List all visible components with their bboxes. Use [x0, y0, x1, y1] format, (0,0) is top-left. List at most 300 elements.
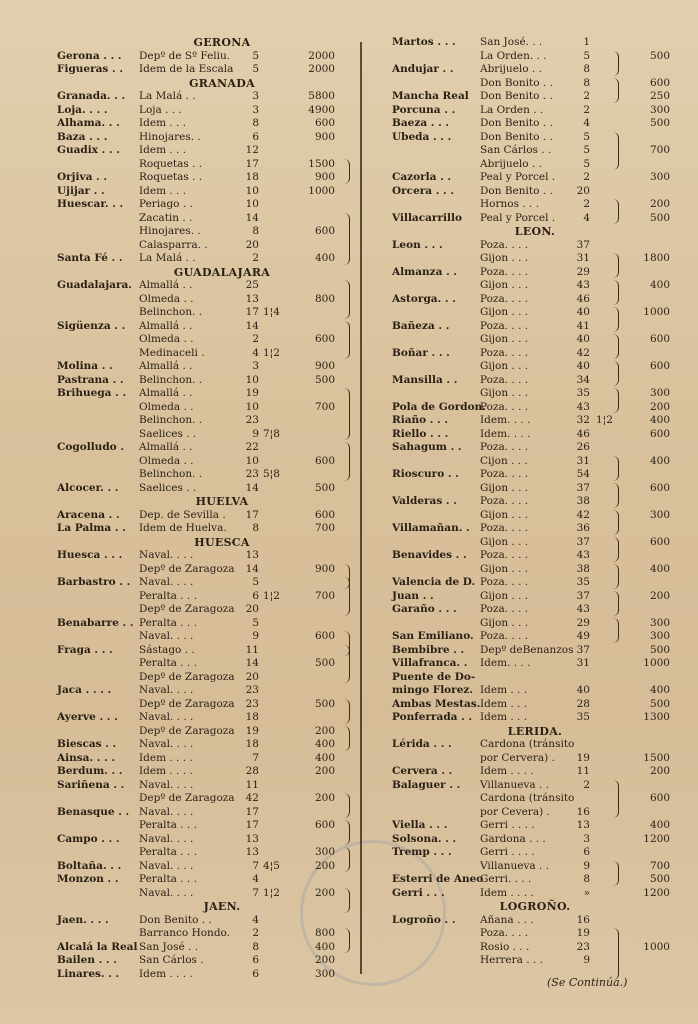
depot-name: Idem . . . . — [139, 751, 193, 764]
depot-name: Peralta . . . — [139, 819, 197, 831]
depot-name: Idem . . . — [480, 697, 528, 710]
depot-name: Gardona . . . — [480, 832, 546, 845]
table-row — [57, 455, 387, 469]
distance-value: 17 — [245, 805, 259, 818]
table-row — [392, 306, 678, 320]
depot-name: Don Benito . . — [480, 130, 553, 143]
distance-value: 6 — [252, 589, 259, 602]
depot-name: Saelices . . — [139, 481, 197, 494]
table-row — [392, 239, 678, 253]
depot-name: Gijon . . . — [480, 279, 529, 291]
table-row — [57, 441, 387, 455]
amount-value: 300 — [649, 103, 670, 116]
table-row — [57, 306, 387, 320]
table-row — [392, 360, 678, 374]
distance-value: 37 — [576, 589, 590, 602]
table-row — [392, 644, 678, 658]
distance-value: 13 — [576, 819, 590, 831]
distance-value: 11 — [576, 765, 590, 777]
depot-name: Depº de Zaragoza — [139, 724, 235, 737]
depot-name: Roquetas . . — [139, 157, 203, 170]
distance-value: 22 — [245, 441, 259, 453]
table-row — [392, 522, 678, 536]
town-name: Biescas . . — [57, 738, 117, 750]
distance-value: 2 — [583, 171, 590, 183]
town-name: Bañeza . . — [392, 319, 450, 332]
town-name: mingo Florez. — [392, 684, 474, 696]
table-row — [392, 887, 678, 901]
distance-value: » — [583, 886, 590, 899]
table-row — [392, 198, 678, 212]
table-row — [392, 509, 678, 523]
amount-value: 400 — [649, 684, 670, 696]
amount-value: 800 — [314, 927, 335, 939]
distance-fraction: 1¦2 — [263, 886, 280, 899]
table-row — [57, 185, 387, 199]
distance-value: 29 — [576, 265, 590, 278]
amount-value: 1300 — [643, 711, 670, 723]
distance-value: 2 — [252, 927, 259, 939]
amount-value: 600 — [314, 225, 335, 237]
distance-value: 19 — [576, 927, 590, 939]
distance-value: 17 — [245, 157, 259, 170]
depot-name: San Cárlos . — [139, 954, 204, 966]
town-name: Almanza . . — [392, 265, 458, 278]
table-row — [57, 90, 387, 104]
distance-value: 43 — [576, 549, 590, 561]
town-name: Guadix . . . — [57, 144, 120, 156]
distance-value: 23 — [245, 414, 259, 426]
table-row — [57, 212, 387, 226]
distance-value: 8 — [252, 522, 259, 534]
depot-name: Poza. . . . — [480, 238, 529, 251]
depot-name: Periago . . — [139, 198, 193, 210]
table-row — [392, 819, 678, 833]
table-row — [392, 617, 678, 631]
distance-value: 23 — [245, 684, 259, 696]
distance-value: 5 — [252, 63, 259, 75]
amount-value: 300 — [314, 846, 335, 858]
depot-name: Idem . . . . — [139, 765, 193, 777]
depot-name: Peralta . . . — [139, 873, 197, 885]
table-row — [57, 617, 387, 631]
amount-value: 500 — [314, 373, 335, 386]
amount-value: 500 — [649, 697, 670, 710]
table-row — [57, 684, 387, 698]
depot-name: Peralta . . . — [139, 846, 197, 858]
distance-value: 11 — [245, 643, 259, 656]
depot-name: Gijon . . . — [480, 333, 529, 345]
table-row — [57, 914, 387, 928]
amount-value: 600 — [314, 630, 335, 642]
depot-name: Idem de la Escala — [139, 63, 234, 75]
table-row — [392, 536, 678, 550]
amount-value: 900 — [314, 171, 335, 183]
town-name: Huesca . . . — [57, 549, 123, 561]
table-row — [392, 428, 678, 442]
table-row — [57, 239, 387, 253]
depot-name: Sástago . . — [139, 643, 195, 656]
table-row — [57, 806, 387, 820]
amount-value: 1000 — [308, 184, 335, 197]
table-row — [392, 266, 678, 280]
amount-value: 800 — [314, 292, 335, 305]
depot-name: Naval. . . . — [139, 738, 194, 750]
table-row — [57, 414, 387, 428]
town-name: Tremp . . . — [392, 846, 452, 858]
distance-value: 14 — [245, 319, 259, 332]
table-row — [392, 657, 678, 671]
distance-value: 14 — [245, 562, 259, 575]
amount-value: 500 — [649, 117, 670, 129]
table-row — [57, 630, 387, 644]
distance-value: 19 — [245, 724, 259, 737]
depot-name: Belinchon. . — [139, 373, 203, 386]
depot-name: Idem . . . — [139, 144, 187, 156]
table-row — [392, 495, 678, 509]
depot-name: Naval. . . . — [139, 886, 194, 899]
depot-name: Roquetas . . — [139, 171, 203, 183]
distance-value: 40 — [576, 684, 590, 696]
distance-value: 9 — [583, 859, 590, 872]
table-row — [392, 833, 678, 847]
depot-name: Abrijuelo . . — [480, 157, 542, 170]
amount-value: 600 — [314, 819, 335, 831]
depot-name: Idem. . . . — [480, 427, 531, 440]
distance-value: 20 — [576, 184, 590, 197]
town-name: Villacarrillo — [392, 211, 462, 224]
distance-value: 14 — [245, 211, 259, 224]
right-column — [392, 36, 678, 968]
depot-name: Don Bonito . . — [480, 76, 553, 89]
depot-name: Dep. de Sevilla . — [139, 508, 226, 521]
table-row — [392, 63, 678, 77]
distance-fraction: 1¦2 — [263, 589, 280, 602]
town-name: Sariñena . . — [57, 778, 125, 791]
province-heading: LERIDA. — [507, 724, 563, 738]
distance-value: 43 — [576, 279, 590, 291]
distance-value: 17 — [245, 508, 259, 521]
distance-value: 23 — [576, 940, 590, 953]
table-row — [392, 104, 678, 118]
distance-value: 37 — [576, 643, 590, 656]
amount-value: 500 — [649, 873, 670, 885]
depot-name: Depº de Zaragoza — [139, 697, 235, 710]
town-name: Guadalajara. — [57, 279, 132, 291]
table-row — [57, 333, 387, 347]
province-heading: GUADALAJARA — [173, 265, 271, 279]
distance-value: 17 — [245, 306, 259, 318]
table-row — [392, 333, 678, 347]
distance-value: 4 — [252, 346, 259, 359]
depot-name: Villanueva . . — [480, 778, 550, 791]
table-row — [57, 428, 387, 442]
amount-value: 400 — [314, 738, 335, 750]
table-row — [57, 833, 387, 847]
distance-value: 8 — [583, 76, 590, 89]
distance-value: 40 — [576, 360, 590, 372]
distance-value: 19 — [245, 387, 259, 399]
distance-value: 12 — [245, 144, 259, 156]
distance-value: 2 — [583, 198, 590, 210]
depot-name: Gijon . . . — [480, 306, 529, 318]
amount-value: 400 — [649, 562, 670, 575]
depot-name: Idem . . . — [139, 184, 187, 197]
depot-name: Olmeda . . — [139, 333, 194, 345]
depot-name: Poza. . . . — [480, 468, 529, 480]
distance-value: 3 — [252, 90, 259, 102]
table-row — [392, 603, 678, 617]
table-row — [392, 36, 678, 50]
depot-name: Medinaceli . — [139, 346, 205, 359]
town-name: Bailen . . . — [57, 954, 117, 966]
depot-name: Herrera . . . — [480, 954, 543, 966]
town-name: San Emiliano. — [392, 630, 474, 642]
row-group-brace — [343, 888, 350, 913]
table-row — [57, 846, 387, 860]
town-name: Solsona. . . — [392, 832, 457, 845]
province-heading: GERONA — [193, 36, 251, 49]
depot-name: Poza. . . . — [480, 319, 529, 332]
town-name: Cervera . . — [392, 765, 453, 777]
depot-name: Poza. . . . — [480, 441, 529, 453]
distance-value: 3 — [583, 832, 590, 845]
depot-name: Peralta . . . — [139, 616, 197, 629]
depot-name: Rosio . . . — [480, 940, 530, 953]
depot-name: Gijon . . . — [480, 589, 529, 602]
depot-name: Belinchon. . — [139, 306, 203, 318]
table-row — [57, 387, 387, 401]
amount-value: 500 — [314, 697, 335, 710]
table-row — [392, 131, 678, 145]
distance-value: 40 — [576, 333, 590, 345]
amount-value: 200 — [649, 198, 670, 210]
depot-name: Gijon . . . — [480, 508, 529, 521]
table-row — [57, 941, 387, 955]
distance-value: 14 — [245, 657, 259, 669]
depot-name: Gerri. . . . — [480, 873, 532, 885]
amount-value: 500 — [649, 643, 670, 656]
town-name: Valderas . . — [392, 495, 457, 507]
town-name: Sigüenza . . — [57, 319, 126, 332]
table-row — [57, 873, 387, 887]
town-name: Molina . . — [57, 360, 113, 372]
town-name: Barbastro . . — [57, 576, 131, 588]
town-name: Aracena . . — [57, 508, 120, 521]
table-row — [392, 765, 678, 779]
town-name: Alhama. . . — [57, 117, 120, 129]
amount-value: 400 — [649, 819, 670, 831]
depot-name: La Malá . . — [139, 252, 196, 264]
amount-value: 300 — [649, 387, 670, 399]
distance-value: 46 — [576, 427, 590, 440]
amount-value: 200 — [314, 765, 335, 777]
distance-value: 10 — [245, 198, 259, 210]
left-column — [57, 36, 387, 981]
distance-value: 6 — [252, 954, 259, 966]
distance-fraction: 1¦4 — [263, 306, 280, 318]
town-name: Mansilla . . — [392, 373, 458, 386]
depot-name: Hinojares. . — [139, 225, 201, 237]
amount-value: 500 — [649, 49, 670, 62]
depot-name: Gijon . . . — [480, 562, 529, 575]
table-row — [392, 441, 678, 455]
depot-name: San José . . — [139, 940, 199, 953]
depot-name: Poza. . . . — [480, 495, 529, 507]
amount-value: 400 — [649, 414, 670, 426]
distance-value: 41 — [576, 319, 590, 332]
distance-value: 6 — [583, 846, 590, 858]
depot-name: Almallá . . — [139, 319, 193, 332]
table-row — [392, 468, 678, 482]
depot-name: por Cervera) . — [480, 751, 555, 764]
table-row — [57, 279, 387, 293]
town-name: Baeza . . . — [392, 117, 450, 129]
amount-value: 1800 — [643, 252, 670, 264]
distance-value: 25 — [245, 279, 259, 291]
depot-name: Naval. . . . — [139, 805, 194, 818]
table-row — [392, 684, 678, 698]
depot-name: Almallá . . — [139, 441, 193, 453]
amount-value: 2000 — [308, 49, 335, 62]
table-row — [392, 941, 678, 955]
town-name: Esterri de Aneo — [392, 873, 484, 885]
amount-value: 200 — [314, 954, 335, 966]
depot-name: Depº de Zaragoza — [139, 603, 235, 615]
depot-name: Almallá . . — [139, 360, 193, 372]
table-row — [392, 347, 678, 361]
amount-value: 1000 — [643, 940, 670, 953]
table-row — [392, 954, 678, 968]
distance-value: 35 — [576, 711, 590, 723]
table-row — [392, 738, 678, 752]
distance-value: 35 — [576, 387, 590, 399]
table-row — [57, 522, 387, 536]
amount-value: 400 — [314, 940, 335, 953]
distance-value: 40 — [576, 306, 590, 318]
continuation-note: (Se Continúa.) — [547, 976, 628, 989]
distance-value: 29 — [576, 616, 590, 629]
table-row — [392, 590, 678, 604]
table-row — [392, 50, 678, 64]
town-name: Boñar . . . — [392, 346, 450, 359]
depot-name: Poza. . . . — [480, 346, 529, 359]
depot-name: Poza. . . . — [480, 549, 529, 561]
distance-fraction: 1¦2 — [263, 346, 280, 359]
distance-value: 2 — [583, 778, 590, 791]
town-name: Baza . . . — [57, 130, 108, 143]
town-name: Valencia de D. — [392, 576, 476, 588]
distance-value: 16 — [576, 805, 590, 818]
distance-value: 31 — [576, 454, 590, 467]
amount-value: 250 — [649, 90, 670, 102]
amount-value: 1500 — [643, 751, 670, 764]
depot-name: Poza. . . . — [480, 292, 529, 305]
distance-value: 3 — [252, 103, 259, 116]
distance-value: 13 — [245, 549, 259, 561]
table-row — [57, 374, 387, 388]
table-row — [392, 549, 678, 563]
town-name: Granada. . . — [57, 90, 126, 102]
distance-value: 38 — [576, 562, 590, 575]
amount-value: 900 — [314, 360, 335, 372]
depot-name: Naval. . . . — [139, 549, 194, 561]
town-name: Cazorla . . — [392, 171, 452, 183]
distance-fraction: 4¦5 — [263, 859, 280, 872]
table-row — [392, 293, 678, 307]
distance-value: 54 — [576, 468, 590, 480]
depot-name: Idem . . . — [480, 684, 528, 696]
table-row — [392, 401, 678, 415]
town-name: Balaguer . . — [392, 778, 461, 791]
depot-name: San Cárlos . . — [480, 144, 552, 156]
table-row — [57, 131, 387, 145]
table-row — [57, 225, 387, 239]
table-row — [57, 158, 387, 172]
table-row — [57, 50, 387, 64]
distance-value: 7 — [252, 751, 259, 764]
depot-name: Gijon . . . — [480, 616, 529, 629]
depot-name: La Orden. . . — [480, 49, 547, 62]
depot-name: Belinchon. . — [139, 414, 203, 426]
town-name: Jaen. . . . — [57, 913, 109, 926]
table-row — [392, 806, 678, 820]
depot-name: Depº de Sº Feliu. — [139, 49, 231, 62]
town-name: Martos . . . — [392, 36, 456, 48]
depot-name: Poza. . . . — [480, 576, 529, 588]
depot-name: Poza. . . . — [480, 400, 529, 413]
distance-value: 5 — [583, 49, 590, 62]
town-name: Cogolludo . — [57, 441, 124, 453]
distance-value: 8 — [583, 873, 590, 885]
table-row — [57, 603, 387, 617]
depot-name: Don Benito . . — [480, 90, 553, 102]
town-name: Riaño . . . — [392, 414, 449, 426]
town-name: Ambas Mestas. — [392, 697, 481, 710]
distance-value: 26 — [576, 441, 590, 453]
amount-value: 1200 — [643, 832, 670, 845]
amount-value: 500 — [314, 657, 335, 669]
depot-name: Abrijuelo . . — [480, 63, 542, 75]
province-heading: GRANADA — [189, 76, 255, 90]
depot-name: Almallá . . — [139, 387, 193, 399]
town-name: Fraga . . . — [57, 643, 113, 656]
town-name: Pastrana . . — [57, 373, 124, 386]
distance-value: 20 — [245, 670, 259, 683]
table-row — [392, 279, 678, 293]
depot-name: Gijon . . . — [480, 360, 529, 372]
amount-value: 600 — [314, 333, 335, 345]
town-name: Orjiva . . — [57, 171, 107, 183]
amount-value: 2000 — [308, 63, 335, 75]
depot-name: Hinojares. . — [139, 130, 201, 143]
distance-value: 35 — [576, 576, 590, 588]
distance-value: 8 — [252, 117, 259, 129]
amount-value: 600 — [649, 427, 670, 440]
table-row — [57, 482, 387, 496]
depot-name: Naval. . . . — [139, 711, 194, 723]
town-name: Bembibre . . — [392, 643, 465, 656]
table-row — [392, 185, 678, 199]
distance-value: 17 — [245, 819, 259, 831]
amount-value: 900 — [314, 562, 335, 575]
depot-name: Olmeda . . — [139, 292, 194, 305]
table-row — [392, 860, 678, 874]
distance-value: 13 — [245, 292, 259, 305]
town-name: Sahagum . . — [392, 441, 462, 453]
table-row — [57, 104, 387, 118]
distance-value: 2 — [583, 90, 590, 102]
